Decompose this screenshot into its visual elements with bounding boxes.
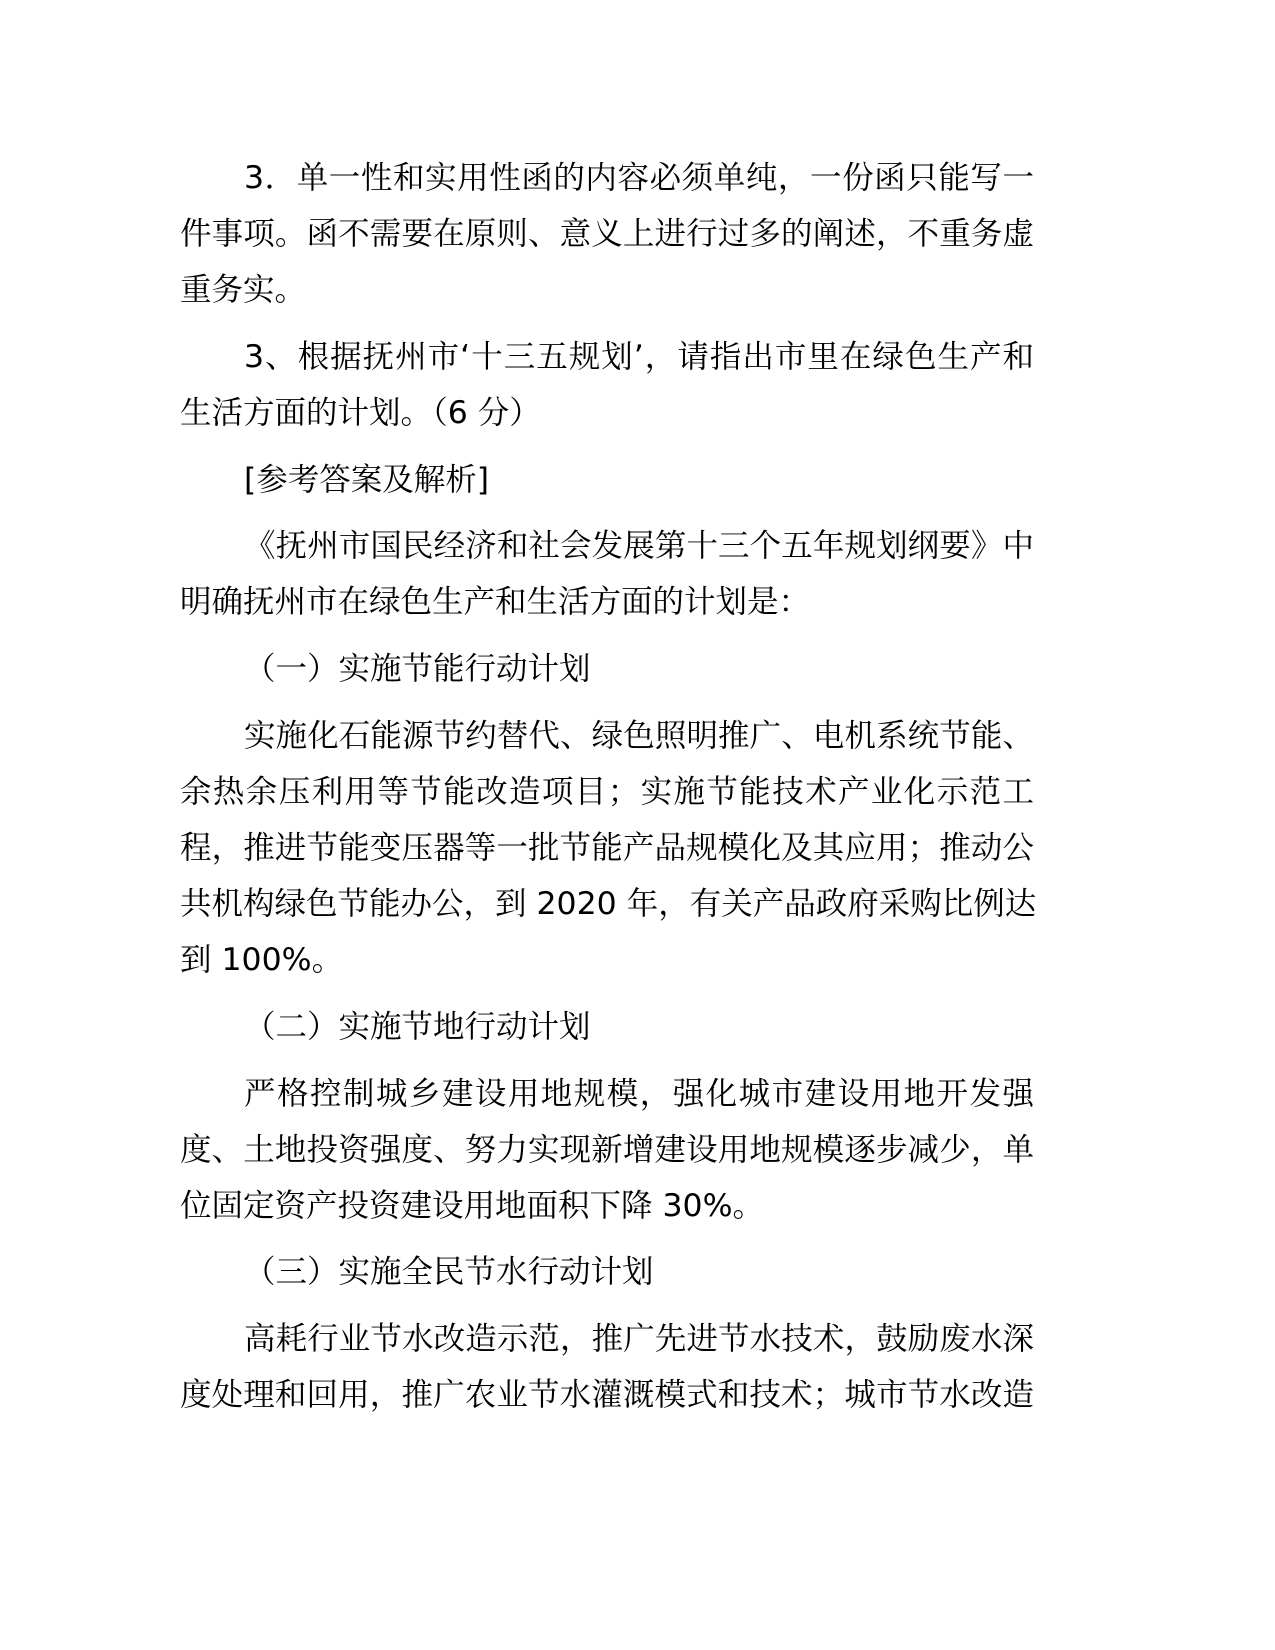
paragraph-line: 位固定资产投资建设用地面积下降 30%。 (180, 1188, 765, 1224)
paragraph-line: 程，推进节能变压器等一批节能产品规模化及其应用；推动公 (180, 830, 1034, 866)
paragraph-line: 余热余压利用等节能改造项目；实施节能技术产业化示范工 (180, 774, 1034, 810)
section-heading: （一）实施节能行动计划 (244, 651, 591, 687)
paragraph-line: 明确抚州市在绿色生产和生活方面的计划是： (180, 584, 811, 620)
section-heading: （三）实施全民节水行动计划 (244, 1254, 654, 1290)
question-line: 3、根据抚州市‘十三五规划’，请指出市里在绿色生产和 (244, 339, 1034, 375)
paragraph-line: 度、土地投资强度、努力实现新增建设用地规模逐步减少，单 (180, 1132, 1034, 1168)
paragraph-line: 高耗行业节水改造示范，推广先进节水技术，鼓励废水深 (244, 1321, 1034, 1357)
paragraph-line: 实施化石能源节约替代、绿色照明推广、电机系统节能、 (244, 718, 1034, 754)
paragraph-line: 重务实。 (180, 272, 307, 308)
paragraph-line: 《抚州市国民经济和社会发展第十三个五年规划纲要》中 (244, 528, 1034, 564)
paragraph-line: 严格控制城乡建设用地规模，强化城市建设用地开发强 (244, 1076, 1034, 1112)
question-line: 生活方面的计划。（6 分） (180, 395, 541, 431)
paragraph-line: 度处理和回用，推广农业节水灌溉模式和技术；城市节水改造 (180, 1377, 1034, 1413)
answer-heading: [参考答案及解析] (244, 462, 490, 498)
section-heading: （二）实施节地行动计划 (244, 1009, 591, 1045)
paragraph-line: 3．单一性和实用性函的内容必须单纯，一份函只能写一 (244, 160, 1034, 196)
paragraph-line: 共机构绿色节能办公，到 2020 年，有关产品政府采购比例达 (180, 886, 1037, 922)
paragraph-line: 件事项。函不需要在原则、意义上进行过多的阐述，不重务虚 (180, 216, 1034, 252)
paragraph-line: 到 100%。 (180, 942, 344, 978)
